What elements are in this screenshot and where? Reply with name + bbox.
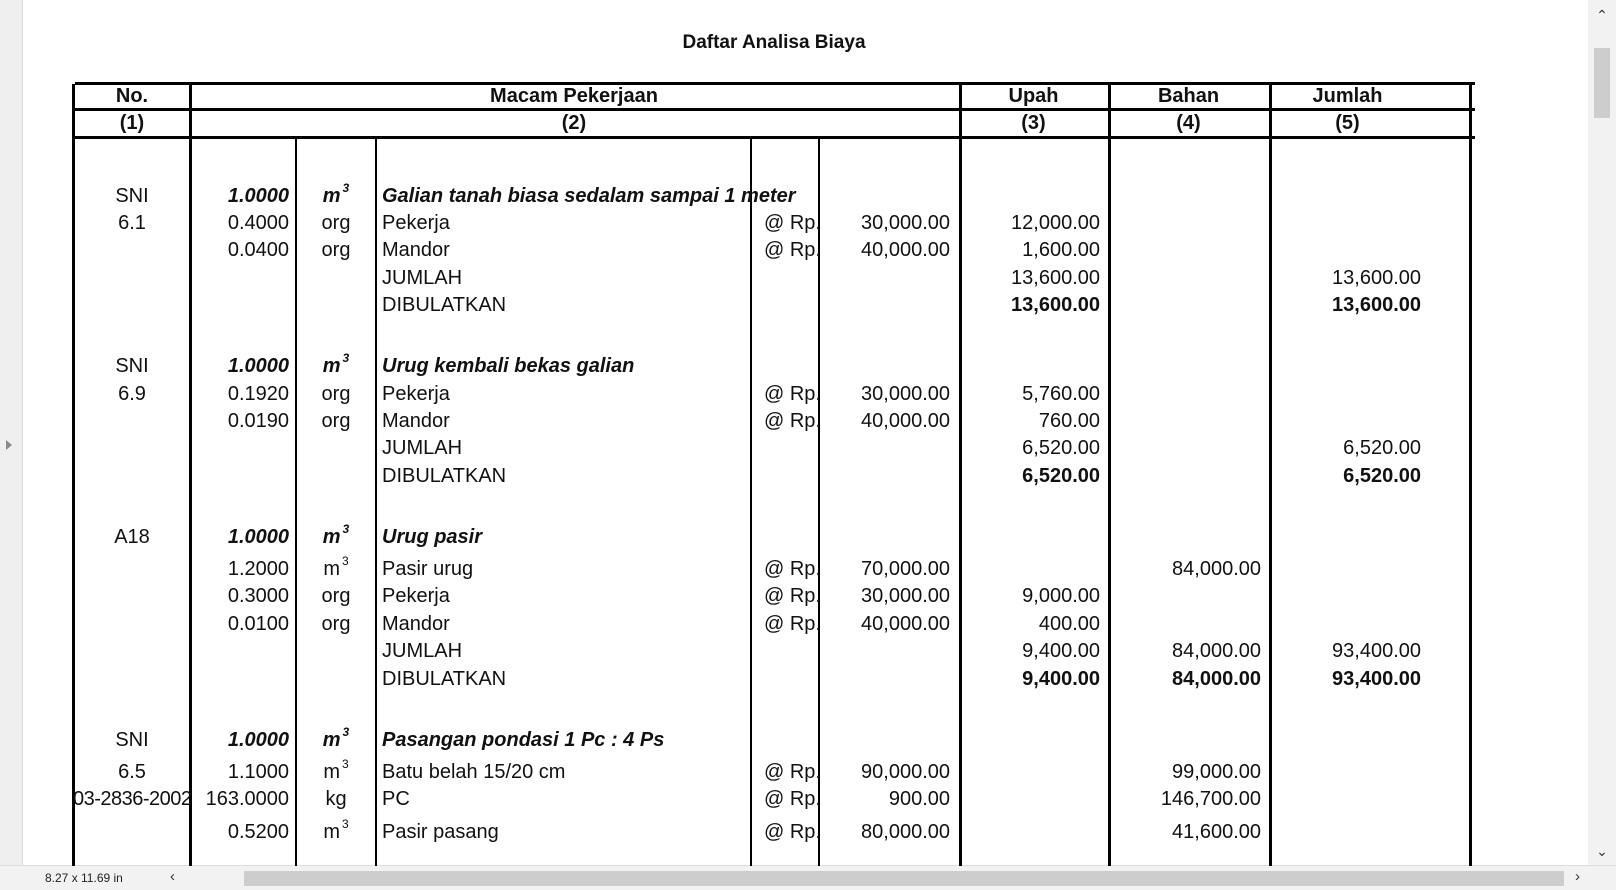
row-coef: 163.0000 xyxy=(205,788,289,810)
item-code-sub: 6.1 xyxy=(118,212,146,234)
row-unit: kg xyxy=(325,788,347,810)
jumlah-upah: 6,520.00 xyxy=(1022,437,1100,459)
row-at-rp: @ Rp. xyxy=(764,585,821,607)
page-size-label: 8.27 x 11.69 in xyxy=(45,871,123,885)
header-macam-pekerjaan: Macam Pekerjaan xyxy=(490,85,658,107)
row-price: 30,000.00 xyxy=(861,212,950,234)
row-upah: 9,000.00 xyxy=(1022,585,1100,607)
dibulatkan-total: 13,600.00 xyxy=(1332,294,1421,316)
row-coef: 1.1000 xyxy=(227,761,289,783)
item-title: Pasangan pondasi 1 Pc : 4 Ps xyxy=(382,729,665,751)
dibulatkan-upah: 6,520.00 xyxy=(1022,465,1100,487)
item-code: SNI xyxy=(115,185,149,207)
subcol-divider-desc xyxy=(750,138,752,866)
row-coef: 0.0400 xyxy=(227,239,289,261)
row-unit: org xyxy=(321,410,351,432)
vertical-scrollbar[interactable] xyxy=(1588,0,1616,866)
row-at-rp: @ Rp. xyxy=(764,410,821,432)
row-desc: Pekerja xyxy=(382,383,450,405)
row-price: 40,000.00 xyxy=(861,410,950,432)
item-coef: 1.0000 xyxy=(227,526,289,548)
header-bahan: Bahan xyxy=(1157,85,1220,107)
row-bahan: 99,000.00 xyxy=(1172,761,1261,783)
item-unit: m $^3$ xyxy=(322,522,350,548)
row-coef: 0.3000 xyxy=(227,585,289,607)
header-index-3: (3) xyxy=(1021,112,1046,134)
header-index-1: (1) xyxy=(119,112,145,134)
row-at-rp: @ Rp. xyxy=(764,383,821,405)
row-at-rp: @ Rp. xyxy=(764,613,821,635)
row-unit: org xyxy=(321,239,351,261)
row-price: 30,000.00 xyxy=(861,383,950,405)
dibulatkan-upah: 9,400.00 xyxy=(1022,668,1100,690)
item-coef: 1.0000 xyxy=(227,355,289,377)
item-title: Urug pasir xyxy=(382,526,483,548)
col-divider-4 xyxy=(1108,84,1111,866)
header-index-5: (5) xyxy=(1335,112,1360,134)
item-title: Galian tanah biasa sedalam sampai 1 meter xyxy=(382,185,796,207)
row-unit: org xyxy=(321,212,351,234)
row-at-rp: @ Rp. xyxy=(764,788,821,810)
dibulatkan-bahan: 84,000.00 xyxy=(1172,668,1261,690)
jumlah-total: 6,520.00 xyxy=(1343,437,1421,459)
item-code-standard: 03-2836-2002 xyxy=(73,788,192,810)
row-upah: 760.00 xyxy=(1038,410,1100,432)
header-jumlah: Jumlah xyxy=(1312,85,1383,107)
jumlah-label: JUMLAH xyxy=(382,640,463,662)
row-price: 70,000.00 xyxy=(861,558,950,580)
row-desc: PC xyxy=(382,788,410,810)
vertical-scroll-thumb[interactable] xyxy=(1594,48,1610,118)
dibulatkan-total: 6,520.00 xyxy=(1343,465,1421,487)
row-price: 40,000.00 xyxy=(861,239,950,261)
row-upah: 5,760.00 xyxy=(1022,383,1100,405)
row-price: 80,000.00 xyxy=(861,821,950,843)
row-at-rp: @ Rp. xyxy=(764,212,821,234)
jumlah-bahan: 84,000.00 xyxy=(1172,640,1261,662)
item-code: SNI xyxy=(115,729,149,751)
jumlah-label: JUMLAH xyxy=(382,437,463,459)
row-unit: m $^3$ xyxy=(323,554,349,580)
jumlah-total: 13,600.00 xyxy=(1332,267,1421,289)
row-desc: Pasir pasang xyxy=(382,821,499,843)
row-at-rp: @ Rp. xyxy=(764,821,821,843)
item-coef: 1.0000 xyxy=(227,185,289,207)
horizontal-scroll-thumb[interactable] xyxy=(244,871,1564,886)
header-no: No. xyxy=(115,85,149,107)
row-unit: m $^3$ xyxy=(323,817,349,843)
item-code: A18 xyxy=(114,526,150,548)
row-price: 90,000.00 xyxy=(861,761,950,783)
item-coef: 1.0000 xyxy=(227,729,289,751)
row-coef: 0.0190 xyxy=(227,410,289,432)
row-unit: org xyxy=(321,585,351,607)
row-coef: 1.2000 xyxy=(227,558,289,580)
header-bottom-border xyxy=(75,136,1475,139)
scroll-down-icon[interactable]: ⌄ xyxy=(1596,843,1608,859)
jumlah-label: JUMLAH xyxy=(382,267,463,289)
header-divider xyxy=(75,108,1475,111)
scroll-left-icon[interactable]: ‹ xyxy=(170,868,175,885)
scroll-up-icon[interactable]: ⌃ xyxy=(1596,7,1608,23)
dibulatkan-label: DIBULATKAN xyxy=(382,668,507,690)
subcol-divider-unit xyxy=(375,138,377,866)
row-bahan: 84,000.00 xyxy=(1172,558,1261,580)
row-coef: 0.0100 xyxy=(227,613,289,635)
row-coef: 0.1920 xyxy=(227,383,289,405)
scroll-right-icon[interactable]: › xyxy=(1575,868,1580,885)
left-gutter xyxy=(0,0,23,866)
header-upah: Upah xyxy=(1008,85,1059,107)
row-coef: 0.4000 xyxy=(227,212,289,234)
item-title: Urug kembali bekas galian xyxy=(382,355,635,377)
item-code-sub: 6.9 xyxy=(118,383,146,405)
row-unit: org xyxy=(321,613,351,635)
row-desc: Pasir urug xyxy=(382,558,474,580)
row-desc: Pekerja xyxy=(382,212,450,234)
header-index-4: (4) xyxy=(1176,112,1201,134)
expand-panel-icon[interactable] xyxy=(6,440,12,450)
item-code-sub: 6.5 xyxy=(118,761,146,783)
row-at-rp: @ Rp. xyxy=(764,239,821,261)
row-desc: Mandor xyxy=(382,239,450,261)
cost-analysis-table xyxy=(72,84,1472,866)
document-title: Daftar Analisa Biaya xyxy=(682,32,866,53)
jumlah-total: 93,400.00 xyxy=(1332,640,1421,662)
row-bahan: 146,700.00 xyxy=(1160,788,1261,810)
row-desc: Mandor xyxy=(382,410,450,432)
row-unit: org xyxy=(321,383,351,405)
dibulatkan-label: DIBULATKAN xyxy=(382,294,507,316)
item-unit: m $^3$ xyxy=(322,351,350,377)
header-index-2: (2) xyxy=(561,112,587,134)
row-desc: Batu belah 15/20 cm xyxy=(382,761,566,783)
row-at-rp: @ Rp. xyxy=(764,558,821,580)
item-code: SNI xyxy=(115,355,149,377)
dibulatkan-upah: 13,600.00 xyxy=(1011,294,1100,316)
row-at-rp: @ Rp. xyxy=(764,761,821,783)
dibulatkan-label: DIBULATKAN xyxy=(382,465,507,487)
row-upah: 12,000.00 xyxy=(1011,212,1100,234)
row-unit: m $^3$ xyxy=(323,757,349,783)
row-price: 40,000.00 xyxy=(861,613,950,635)
dibulatkan-total: 93,400.00 xyxy=(1332,668,1421,690)
col-divider-1 xyxy=(189,84,192,866)
item-unit: m $^3$ xyxy=(322,725,350,751)
item-unit: m $^3$ xyxy=(322,181,350,207)
bottom-status-bar xyxy=(0,865,1616,890)
row-upah: 400.00 xyxy=(1038,613,1100,635)
row-desc: Pekerja xyxy=(382,585,450,607)
row-coef: 0.5200 xyxy=(227,821,289,843)
row-price: 900.00 xyxy=(888,788,950,810)
jumlah-upah: 13,600.00 xyxy=(1011,267,1100,289)
row-upah: 1,600.00 xyxy=(1022,239,1100,261)
jumlah-upah: 9,400.00 xyxy=(1022,640,1100,662)
row-desc: Mandor xyxy=(382,613,450,635)
row-bahan: 41,600.00 xyxy=(1172,821,1261,843)
row-price: 30,000.00 xyxy=(861,585,950,607)
